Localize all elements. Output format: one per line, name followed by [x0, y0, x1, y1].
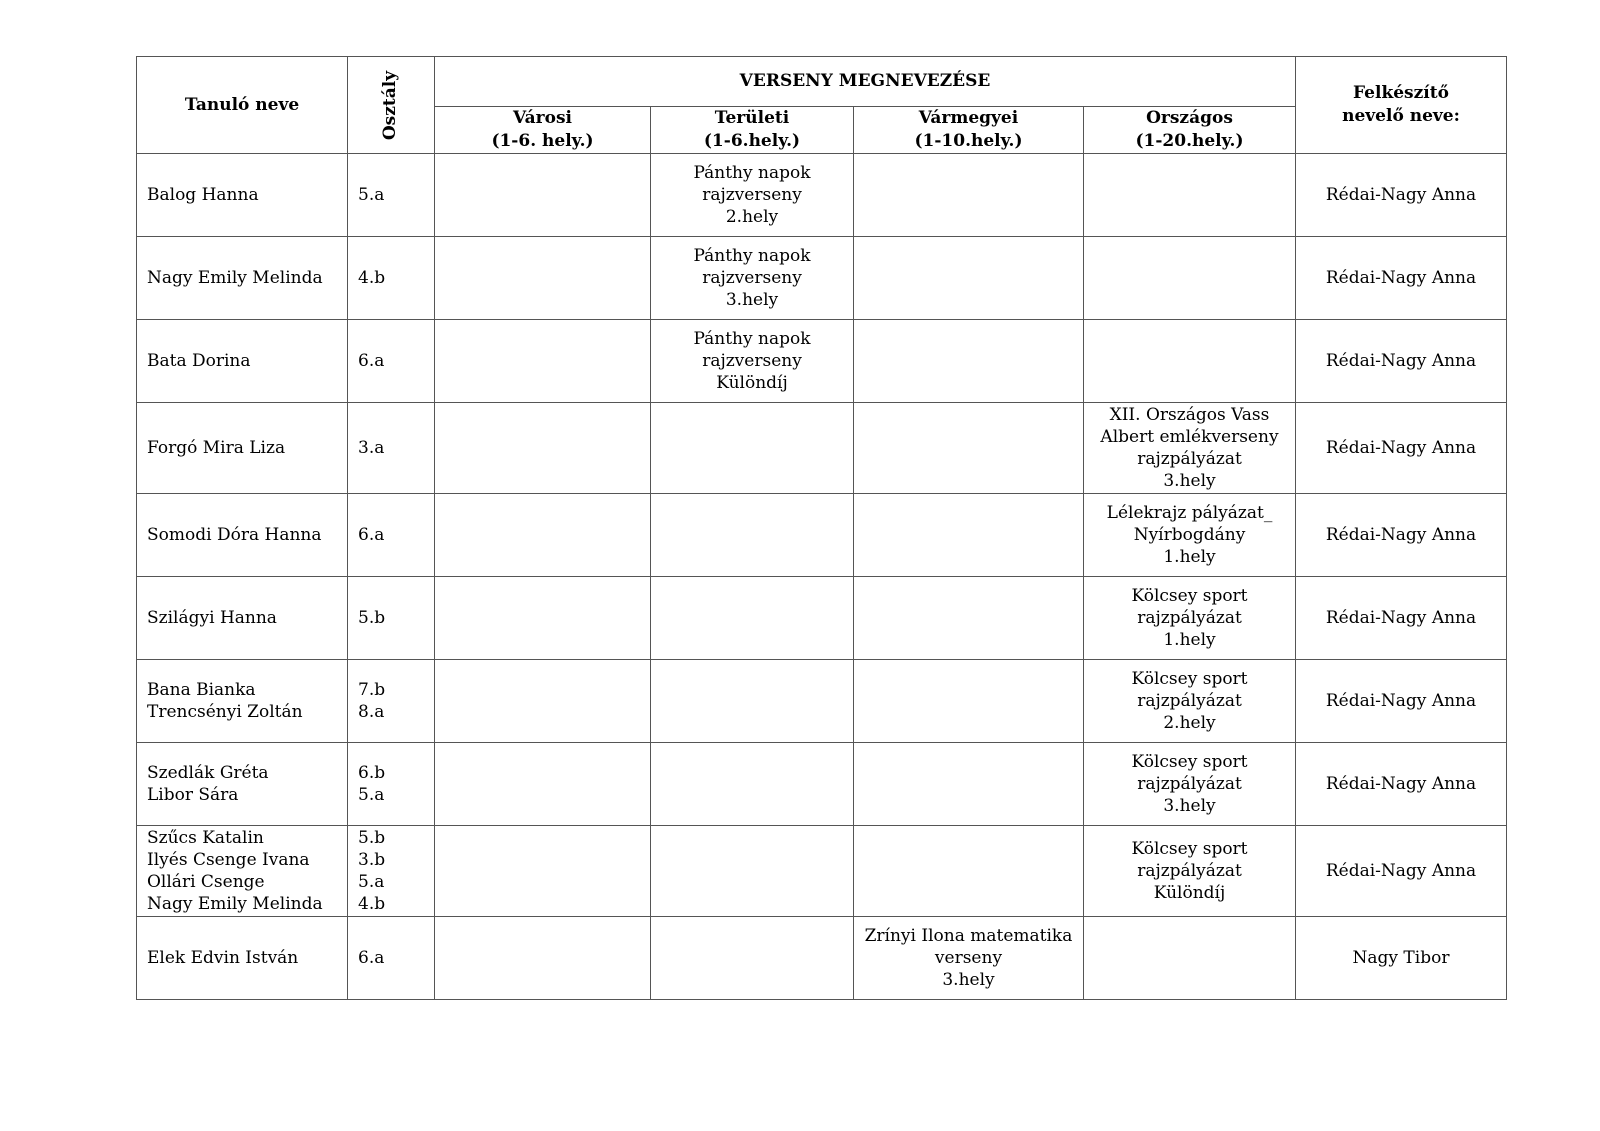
header-level-varosi: [435, 107, 651, 154]
class-cell-line: 5.b: [358, 828, 386, 848]
teruleti-cell-line: rajzverseny: [702, 351, 802, 371]
teacher-cell: [1296, 743, 1507, 826]
orszagos-cell: [1084, 237, 1296, 320]
table-row: [137, 494, 1507, 577]
student-name-cell-line: Trencsényi Zoltán: [147, 702, 303, 722]
varmegyei-cell-line: 3.hely: [942, 970, 995, 990]
class-cell: [348, 154, 435, 237]
header-level-sub: (1-10.hely.): [914, 131, 1023, 151]
table-row: [137, 743, 1507, 826]
teruleti-cell: [651, 320, 854, 403]
orszagos-cell-line: rajzpályázat: [1137, 608, 1242, 628]
orszagos-cell-line: 1.hely: [1163, 630, 1216, 650]
teruleti-cell-line: Pánthy napok: [693, 163, 811, 183]
student-name-cell: [137, 237, 348, 320]
teruleti-cell: [651, 743, 854, 826]
class-cell-line: 8.a: [358, 702, 385, 722]
class-cell: [348, 660, 435, 743]
orszagos-cell-line: 3.hely: [1163, 471, 1216, 491]
teruleti-cell: [651, 237, 854, 320]
varosi-cell: [435, 237, 651, 320]
teacher-cell: [1296, 577, 1507, 660]
varmegyei-cell: [854, 320, 1084, 403]
student-name-cell: [137, 494, 348, 577]
student-name-cell-line: Ilyés Csenge Ivana: [147, 850, 310, 870]
class-cell-line: 5.b: [358, 608, 386, 628]
class-cell: [348, 743, 435, 826]
orszagos-cell-line: Lélekrajz pályázat_: [1106, 503, 1273, 523]
header-level-orszagos: [1084, 107, 1296, 154]
class-cell: [348, 826, 435, 917]
student-name-cell: [137, 403, 348, 494]
header-level-title: Városi: [513, 108, 572, 128]
class-cell-line: 6.b: [358, 763, 386, 783]
table-row: [137, 154, 1507, 237]
student-name-cell-line: Nagy Emily Melinda: [147, 894, 323, 914]
varmegyei-cell: [854, 494, 1084, 577]
teruleti-cell-line: rajzverseny: [702, 268, 802, 288]
teacher-cell-line: Rédai-Nagy Anna: [1325, 185, 1477, 205]
teacher-cell: [1296, 403, 1507, 494]
table-row: [137, 917, 1507, 1000]
header-level-sub: (1-20.hely.): [1135, 131, 1244, 151]
varmegyei-cell: [854, 660, 1084, 743]
varosi-cell: [435, 403, 651, 494]
teacher-cell: [1296, 320, 1507, 403]
header-student-name: Tanuló neve: [137, 57, 348, 154]
orszagos-cell-line: rajzpályázat: [1137, 691, 1242, 711]
header-level-teruleti: [651, 107, 854, 154]
varosi-cell: [435, 743, 651, 826]
class-cell: [348, 494, 435, 577]
varosi-cell: [435, 494, 651, 577]
student-name-cell: [137, 154, 348, 237]
teruleti-cell: [651, 826, 854, 917]
orszagos-cell: [1084, 494, 1296, 577]
header-level-title: Országos: [1146, 108, 1233, 128]
class-cell-line: 4.b: [358, 268, 386, 288]
varosi-cell: [435, 917, 651, 1000]
teacher-cell: [1296, 237, 1507, 320]
student-name-cell-line: Szedlák Gréta: [147, 763, 269, 783]
header-level-varmegyei: [854, 107, 1084, 154]
teruleti-cell-line: rajzverseny: [702, 185, 802, 205]
teruleti-cell-line: 2.hely: [725, 207, 779, 227]
orszagos-cell: [1084, 826, 1296, 917]
orszagos-cell-line: 1.hely: [1163, 547, 1216, 567]
varosi-cell: [435, 577, 651, 660]
header-class-label: Osztály: [380, 70, 401, 140]
varmegyei-cell: [854, 403, 1084, 494]
header-level-title: Területi: [714, 108, 790, 128]
varmegyei-cell-line: Zrínyi Ilona matematika: [864, 926, 1073, 946]
student-name-cell-line: Libor Sára: [147, 785, 239, 805]
varmegyei-cell: [854, 154, 1084, 237]
student-name-cell: [137, 320, 348, 403]
student-name-cell-line: Somodi Dóra Hanna: [147, 525, 322, 545]
class-cell-line: 4.b: [358, 894, 386, 914]
student-name-cell: [137, 826, 348, 917]
orszagos-cell-line: Kölcsey sport: [1131, 752, 1248, 772]
student-name-cell: [137, 917, 348, 1000]
class-cell-line: 5.a: [358, 872, 385, 892]
teruleti-cell: [651, 403, 854, 494]
teacher-cell: [1296, 917, 1507, 1000]
header-teacher-line1: Felkészítő: [1353, 83, 1449, 103]
orszagos-cell: [1084, 403, 1296, 494]
header-level-sub: (1-6. hely.): [491, 131, 594, 151]
student-name-cell-line: Bana Bianka: [147, 680, 256, 700]
varmegyei-cell: [854, 577, 1084, 660]
table-row: [137, 237, 1507, 320]
teruleti-cell-line: Pánthy napok: [693, 329, 811, 349]
orszagos-cell-line: Kölcsey sport: [1131, 839, 1248, 859]
student-name-cell-line: Bata Dorina: [147, 351, 251, 371]
orszagos-cell-line: Albert emlékverseny: [1100, 427, 1279, 447]
varosi-cell: [435, 660, 651, 743]
teruleti-cell: [651, 660, 854, 743]
teruleti-cell: [651, 577, 854, 660]
varosi-cell: [435, 826, 651, 917]
class-cell: [348, 917, 435, 1000]
class-cell-line: 5.a: [358, 785, 385, 805]
orszagos-cell-line: XII. Országos Vass: [1109, 405, 1270, 425]
teacher-cell: [1296, 154, 1507, 237]
table-row: [137, 826, 1507, 917]
teacher-cell-line: Rédai-Nagy Anna: [1325, 438, 1477, 458]
class-cell-line: 6.a: [358, 948, 385, 968]
varosi-cell: [435, 320, 651, 403]
teruleti-cell-line: 3.hely: [725, 290, 779, 310]
orszagos-cell-line: Különdíj: [1153, 883, 1226, 903]
class-cell-line: 5.a: [358, 185, 385, 205]
teruleti-cell: [651, 154, 854, 237]
competition-results-table: [136, 56, 1507, 1000]
orszagos-cell-line: rajzpályázat: [1137, 774, 1242, 794]
table-row: [137, 660, 1507, 743]
teacher-cell-line: Rédai-Nagy Anna: [1325, 268, 1477, 288]
teacher-cell-line: Rédai-Nagy Anna: [1325, 351, 1477, 371]
student-name-cell-line: Forgó Mira Liza: [147, 438, 286, 458]
orszagos-cell: [1084, 660, 1296, 743]
orszagos-cell-line: rajzpályázat: [1137, 449, 1242, 469]
class-cell: [348, 577, 435, 660]
orszagos-cell-line: Kölcsey sport: [1131, 586, 1248, 606]
orszagos-cell: [1084, 154, 1296, 237]
class-cell: [348, 320, 435, 403]
varmegyei-cell: [854, 826, 1084, 917]
header-level-sub: (1-6.hely.): [703, 131, 801, 151]
table-row: [137, 403, 1507, 494]
table-row: [137, 320, 1507, 403]
varosi-cell: [435, 154, 651, 237]
orszagos-cell-line: Nyírbogdány: [1133, 525, 1246, 545]
header-teacher-line2: nevelő neve:: [1342, 106, 1460, 126]
orszagos-cell-line: 2.hely: [1163, 713, 1216, 733]
class-cell-line: 6.a: [358, 351, 385, 371]
teacher-cell: [1296, 494, 1507, 577]
orszagos-cell: [1084, 743, 1296, 826]
student-name-cell-line: Szűcs Katalin: [147, 828, 264, 848]
orszagos-cell: [1084, 577, 1296, 660]
teruleti-cell: [651, 917, 854, 1000]
orszagos-cell: [1084, 320, 1296, 403]
class-cell: [348, 237, 435, 320]
varmegyei-cell: [854, 917, 1084, 1000]
student-name-cell: [137, 577, 348, 660]
table-body: [137, 154, 1507, 1000]
student-name-cell: [137, 743, 348, 826]
teacher-cell: [1296, 660, 1507, 743]
varmegyei-cell: [854, 237, 1084, 320]
student-name-cell-line: Elek Edvin István: [147, 948, 299, 968]
teruleti-cell: [651, 494, 854, 577]
student-name-cell-line: Nagy Emily Melinda: [147, 268, 323, 288]
class-cell-line: 3.b: [358, 850, 386, 870]
teruleti-cell-line: Különdíj: [716, 373, 788, 393]
orszagos-cell-line: 3.hely: [1163, 796, 1216, 816]
student-name-cell-line: Balog Hanna: [147, 185, 259, 205]
teacher-cell-line: Rédai-Nagy Anna: [1325, 861, 1477, 881]
class-cell: [348, 403, 435, 494]
student-name-cell: [137, 660, 348, 743]
header-teacher: [1296, 57, 1507, 154]
teacher-cell-line: Rédai-Nagy Anna: [1325, 691, 1477, 711]
class-cell-line: 7.b: [358, 680, 386, 700]
teacher-cell-line: Nagy Tibor: [1352, 948, 1450, 968]
teacher-cell-line: Rédai-Nagy Anna: [1325, 774, 1477, 794]
teruleti-cell-line: Pánthy napok: [693, 246, 811, 266]
header-class: [348, 57, 435, 154]
table-row: [137, 577, 1507, 660]
student-name-cell-line: Szilágyi Hanna: [147, 608, 277, 628]
class-cell-line: 3.a: [358, 438, 385, 458]
varmegyei-cell-line: verseny: [934, 948, 1003, 968]
teacher-cell: [1296, 826, 1507, 917]
student-name-cell-line: Ollári Csenge: [147, 872, 265, 892]
orszagos-cell-line: Kölcsey sport: [1131, 669, 1248, 689]
teacher-cell-line: Rédai-Nagy Anna: [1325, 525, 1477, 545]
header-competition: VERSENY MEGNEVEZÉSE: [435, 57, 1296, 107]
orszagos-cell-line: rajzpályázat: [1137, 861, 1242, 881]
orszagos-cell: [1084, 917, 1296, 1000]
teacher-cell-line: Rédai-Nagy Anna: [1325, 608, 1477, 628]
varmegyei-cell: [854, 743, 1084, 826]
class-cell-line: 6.a: [358, 525, 385, 545]
header-level-title: Vármegyei: [918, 108, 1019, 128]
